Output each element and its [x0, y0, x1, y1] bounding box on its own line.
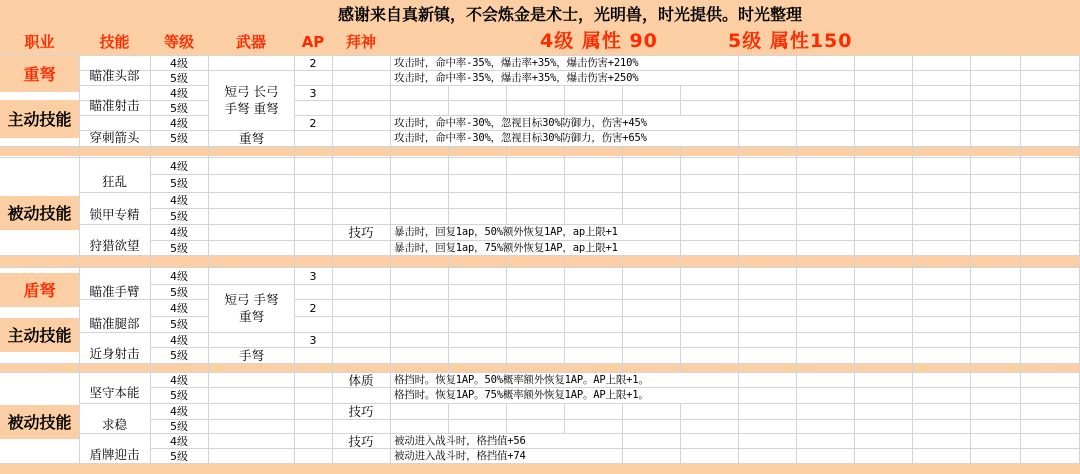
- skill-name: 锁甲专精: [89, 206, 140, 222]
- separator-band: [0, 147, 1080, 156]
- attr-level4-header: 4级 属性 90: [540, 29, 658, 52]
- level-cell: 5级: [170, 241, 188, 255]
- level-cell: 5级: [170, 420, 188, 433]
- weapon-text: 重弩: [238, 309, 264, 324]
- skill-name: 近身射击: [89, 345, 140, 361]
- grid-line: [0, 363, 1080, 364]
- level-cell: 5级: [170, 71, 188, 85]
- level-cell: 5级: [170, 389, 188, 402]
- attr-level5-header: 5级 属性150: [728, 29, 853, 52]
- level-cell: 4级: [170, 116, 188, 130]
- level-cell: 5级: [170, 131, 188, 145]
- level-cell: 5级: [170, 285, 188, 299]
- skill-name: 瞄准手臂: [89, 283, 140, 299]
- ap-value: 2: [309, 116, 317, 130]
- col-header-skill: 技能: [99, 32, 130, 51]
- grid-line: [150, 448, 1080, 449]
- category-passive-skills: 被动技能: [7, 412, 72, 432]
- level-cell: 4级: [170, 56, 188, 70]
- effect-description: 暴击时，回复1ap，50%额外恢复1AP，ap上限+1: [391, 225, 680, 240]
- effect-description: 被动进入战斗时，格挡值+74: [391, 449, 574, 463]
- grid-line: [79, 55, 80, 463]
- level-cell: 5级: [170, 177, 188, 190]
- grid-line: [854, 55, 855, 463]
- weapon-text: 手弩 重弩: [224, 101, 279, 116]
- skill-name: 瞄准射击: [89, 97, 140, 113]
- grid-line: [150, 174, 1080, 175]
- skill-name: 盾牌迎击: [89, 446, 140, 462]
- separator-band: [0, 363, 1080, 372]
- grid-line: [0, 267, 1080, 268]
- effect-description: 被动进入战斗时，格挡值+56: [391, 434, 574, 448]
- skill-name: 坚守本能: [89, 384, 140, 400]
- job-heavy-crossbow: 重弩: [23, 64, 56, 84]
- col-header-job: 职业: [24, 32, 55, 51]
- grid-line: [79, 332, 1080, 333]
- grid-line: [79, 403, 1080, 404]
- grid-line: [970, 55, 971, 463]
- level-cell: 5级: [170, 101, 188, 115]
- category-active-skills: 主动技能: [7, 109, 72, 129]
- grid-line: [1020, 55, 1021, 463]
- grid-line: [79, 433, 1080, 434]
- level-cell: 4级: [170, 270, 188, 283]
- effect-description: 攻击时，命中率-35%，爆击率+35%，爆击伤害+250%: [391, 71, 714, 85]
- level-cell: 5级: [170, 449, 188, 463]
- level-cell: 4级: [170, 86, 188, 100]
- grid-line: [912, 55, 913, 463]
- ap-value: 2: [309, 56, 317, 70]
- grid-line: [150, 419, 1080, 420]
- level-cell: 4级: [170, 301, 188, 315]
- effect-description: 暴击时，回复1ap，75%额外恢复1AP，ap上限+1: [391, 241, 680, 255]
- effect-description: 攻击时，命中率-30%，忽视目标30%防御力，伤害+65%: [391, 131, 724, 145]
- grid-line: [738, 55, 739, 463]
- level-cell: 4级: [170, 226, 188, 239]
- ap-value: 3: [309, 86, 317, 100]
- level-cell: 5级: [170, 210, 188, 223]
- grid-line: [150, 208, 1080, 209]
- weapon-cell: [209, 285, 294, 331]
- level-cell: 4级: [170, 194, 188, 207]
- level-cell: 5级: [170, 349, 188, 362]
- skill-name: 瞄准腿部: [89, 315, 140, 331]
- skill-name: 狂乱: [101, 173, 127, 189]
- weapon-cell: 手弩: [238, 348, 264, 363]
- worship-cell: 技巧: [348, 433, 374, 449]
- skill-name: 穿刺箭头: [89, 129, 140, 145]
- level-cell: 4级: [170, 434, 188, 448]
- level-cell: 4级: [170, 160, 188, 173]
- level-cell: 4级: [170, 405, 188, 418]
- grid-line: [0, 463, 1080, 464]
- worship-cell: 技巧: [348, 225, 374, 240]
- skill-name: 狩猎欲望: [89, 237, 140, 253]
- col-header-level: 等级: [163, 32, 194, 51]
- worship-cell: 体质: [348, 372, 374, 388]
- ap-value: 2: [309, 301, 317, 315]
- grid-line: [796, 55, 797, 463]
- skill-name: 求稳: [101, 416, 127, 432]
- grid-line: [332, 55, 333, 463]
- grid-line: [0, 157, 1080, 158]
- separator-band: [0, 463, 1080, 474]
- effect-description: 格挡时。恢复1AP。50%概率额外恢复1AP。AP上限+1。: [391, 373, 734, 387]
- grid-line: [79, 192, 1080, 193]
- grid-line: [0, 146, 1080, 147]
- effect-description: 攻击时，命中率-30%，忽视目标30%防御力，伤害+45%: [391, 116, 724, 130]
- effect-description: 攻击时，命中率-35%，爆击率+35%，爆击伤害+210%: [391, 56, 714, 70]
- weapon-cell: [209, 71, 294, 129]
- weapon-text: 短弓 长弓: [224, 84, 279, 99]
- grid-line: [0, 255, 1080, 256]
- weapon-text: 短弓 手弩: [224, 292, 279, 307]
- level-cell: 5级: [170, 318, 188, 331]
- weapon-cell: 重弩: [238, 131, 264, 146]
- col-header-ap: AP: [301, 32, 325, 51]
- col-header-worship: 拜神: [345, 32, 376, 51]
- level-cell: 4级: [170, 373, 188, 387]
- job-shield-crossbow: 盾弩: [23, 280, 56, 300]
- category-passive-skills: 被动技能: [7, 203, 72, 223]
- category-active-skills: 主动技能: [7, 325, 72, 345]
- effect-description: 格挡时。恢复1AP。75%概率额外恢复1AP。AP上限+1。: [391, 388, 734, 403]
- level-cell: 4级: [170, 333, 188, 347]
- skill-name: 瞄准头部: [89, 67, 140, 83]
- col-header-weapon: 武器: [235, 32, 266, 51]
- separator-band: [0, 256, 1080, 267]
- ap-value: 3: [309, 333, 317, 347]
- worship-cell: 技巧: [348, 404, 374, 419]
- page-title: 感谢来自真新镇，不会炼金是术士，光明兽，时光提供。时光整理: [337, 4, 802, 24]
- ap-value: 3: [309, 270, 317, 283]
